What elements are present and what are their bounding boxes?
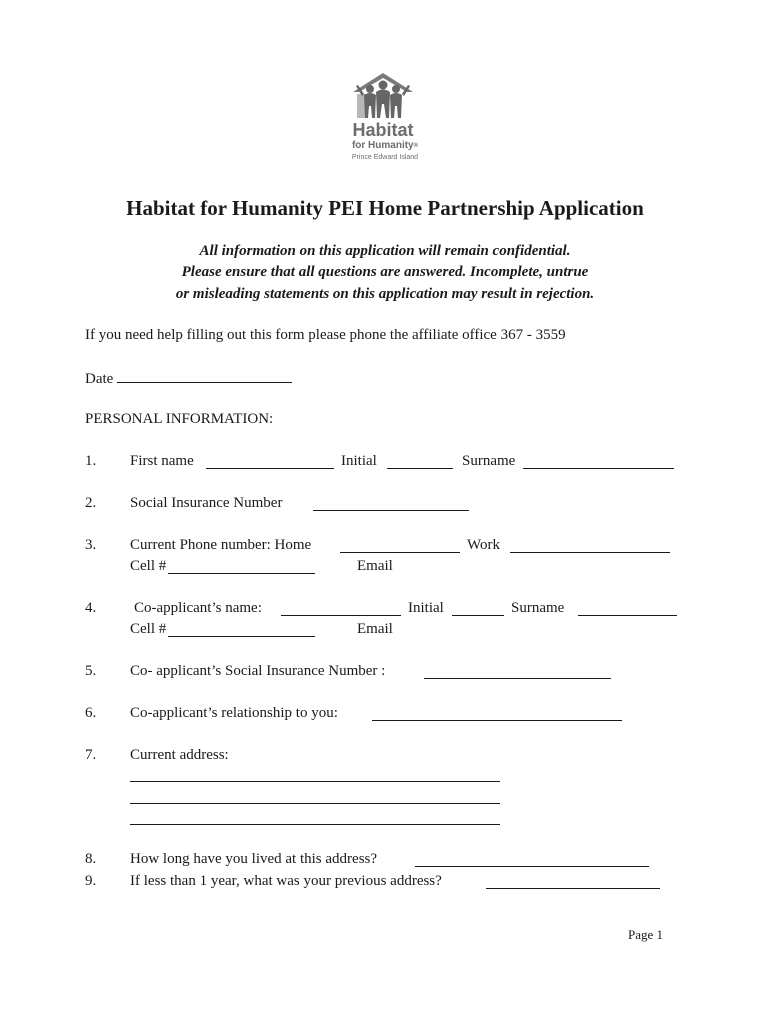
surname-label: Surname: [462, 453, 516, 469]
coapplicant-initial-label: Initial: [408, 600, 444, 616]
cell-field[interactable]: [168, 559, 315, 574]
previous-address-field[interactable]: [486, 874, 660, 889]
item-number-3: 3.: [85, 537, 97, 553]
item-number-4: 4.: [85, 600, 97, 616]
help-text: If you need help filling out this form please phone the affiliate office 367 - 3559: [85, 327, 566, 343]
coapplicant-cell-field[interactable]: [168, 622, 315, 637]
current-address-line-1[interactable]: [130, 767, 500, 782]
coapplicant-sin-field[interactable]: [424, 664, 611, 679]
home-phone-field[interactable]: [340, 538, 460, 553]
coapplicant-relationship-field[interactable]: [372, 706, 622, 721]
current-address-line-3[interactable]: [130, 810, 500, 825]
email-label: Email: [357, 558, 393, 574]
date-field[interactable]: [117, 368, 292, 383]
date-row: [85, 368, 292, 388]
section-heading: PERSONAL INFORMATION:: [85, 411, 274, 427]
surname-field[interactable]: [523, 454, 674, 469]
initial-label: Initial: [341, 453, 377, 469]
work-phone-field[interactable]: [510, 538, 670, 553]
item-number-5: 5.: [85, 663, 97, 679]
coapplicant-relationship-label: Co-applicant’s relationship to you:: [130, 705, 338, 721]
coapplicant-sin-label: Co- applicant’s Social Insurance Number :: [130, 663, 386, 679]
initial-field[interactable]: [387, 454, 453, 469]
coapplicant-initial-field[interactable]: [452, 601, 504, 616]
item-number-9: 9.: [85, 873, 97, 889]
home-phone-label: Current Phone number: Home: [130, 537, 312, 553]
date-label: Date: [85, 371, 114, 387]
years-at-address-label: How long have you lived at this address?: [130, 851, 378, 867]
coapplicant-email-label: Email: [357, 621, 393, 637]
item-number-7: 7.: [85, 747, 97, 763]
first-name-field[interactable]: [206, 454, 334, 469]
confidential-notice-line-3: or misleading statements on this application may result in rejection.: [175, 286, 595, 302]
item-number-8: 8.: [85, 851, 97, 867]
first-name-label: First name: [130, 453, 194, 469]
item-number-2: 2.: [85, 495, 97, 511]
logo-line-habitat: Habitat: [352, 120, 414, 140]
logo-line-for-humanity: [345, 140, 425, 152]
coapplicant-name-field[interactable]: [281, 601, 401, 616]
confidential-notice-line-2: Please ensure that all questions are answered. Incomplete, untrue: [181, 264, 589, 280]
page-number: Page 1: [628, 927, 664, 942]
coapplicant-cell-label: Cell #: [130, 621, 167, 637]
work-phone-label: Work: [467, 537, 500, 553]
logo-line-pei: Prince Edward Island: [351, 154, 419, 161]
confidential-notice-line-1: All information on this application will remain confidential.: [199, 243, 571, 259]
coapplicant-surname-label: Surname: [511, 600, 565, 616]
page-title: Habitat for Humanity PEI Home Partnership Application: [126, 196, 644, 220]
item-number-1: 1.: [85, 453, 97, 469]
item-number-6: 6.: [85, 705, 97, 721]
years-at-address-field[interactable]: [415, 852, 649, 867]
coapplicant-surname-field[interactable]: [578, 601, 677, 616]
cell-label: Cell #: [130, 558, 167, 574]
coapplicant-name-label: Co-applicant’s name:: [134, 600, 262, 616]
current-address-label: Current address:: [130, 747, 229, 763]
habitat-logo: [345, 70, 425, 166]
sin-label: Social Insurance Number: [130, 495, 283, 511]
logo-registered-mark: ®: [413, 143, 419, 149]
logo-for-humanity-text: for Humanity: [351, 140, 414, 151]
previous-address-label: If less than 1 year, what was your previous address?: [130, 873, 442, 889]
house-people-logo-icon: [345, 70, 425, 122]
current-address-line-2[interactable]: [130, 789, 500, 804]
sin-field[interactable]: [313, 496, 469, 511]
